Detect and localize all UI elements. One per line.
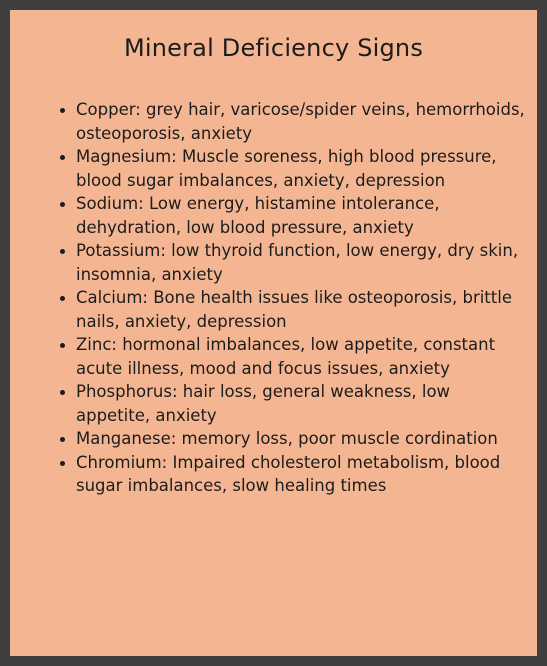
list-item-manganese: • Manganese: memory loss, poor muscle cordination xyxy=(76,427,526,451)
deficiency-list xyxy=(62,98,526,498)
list-item-sodium: • Sodium: Low energy, histamine intolerance, dehydration, low blood pressure, anxiety xyxy=(76,192,526,239)
list-item-calcium: • Calcium: Bone health issues like osteoporosis, brittle nails, anxiety, depression xyxy=(76,286,526,333)
list-item-zinc: • Zinc: hormonal imbalances, low appetite, constant acute illness, mood and focus issues, anxiety xyxy=(76,333,526,380)
list-item-chromium: • Chromium: Impaired cholesterol metabolism, blood sugar imbalances, slow healing times xyxy=(76,451,526,498)
list-item-potassium: • Potassium: low thyroid function, low energy, dry skin, insomnia, anxiety xyxy=(76,239,526,286)
card-title: Mineral Deficiency Signs xyxy=(123,34,424,62)
list-item-magnesium: • Magnesium: Muscle soreness, high blood pressure, blood sugar imbalances, anxiety, depression xyxy=(76,145,526,192)
list-item-copper: • Copper: grey hair, varicose/spider veins, hemorrhoids, osteoporosis, anxiety xyxy=(76,98,526,145)
list-item-phosphorus: • Phosphorus: hair loss, general weakness, low appetite, anxiety xyxy=(76,380,526,427)
